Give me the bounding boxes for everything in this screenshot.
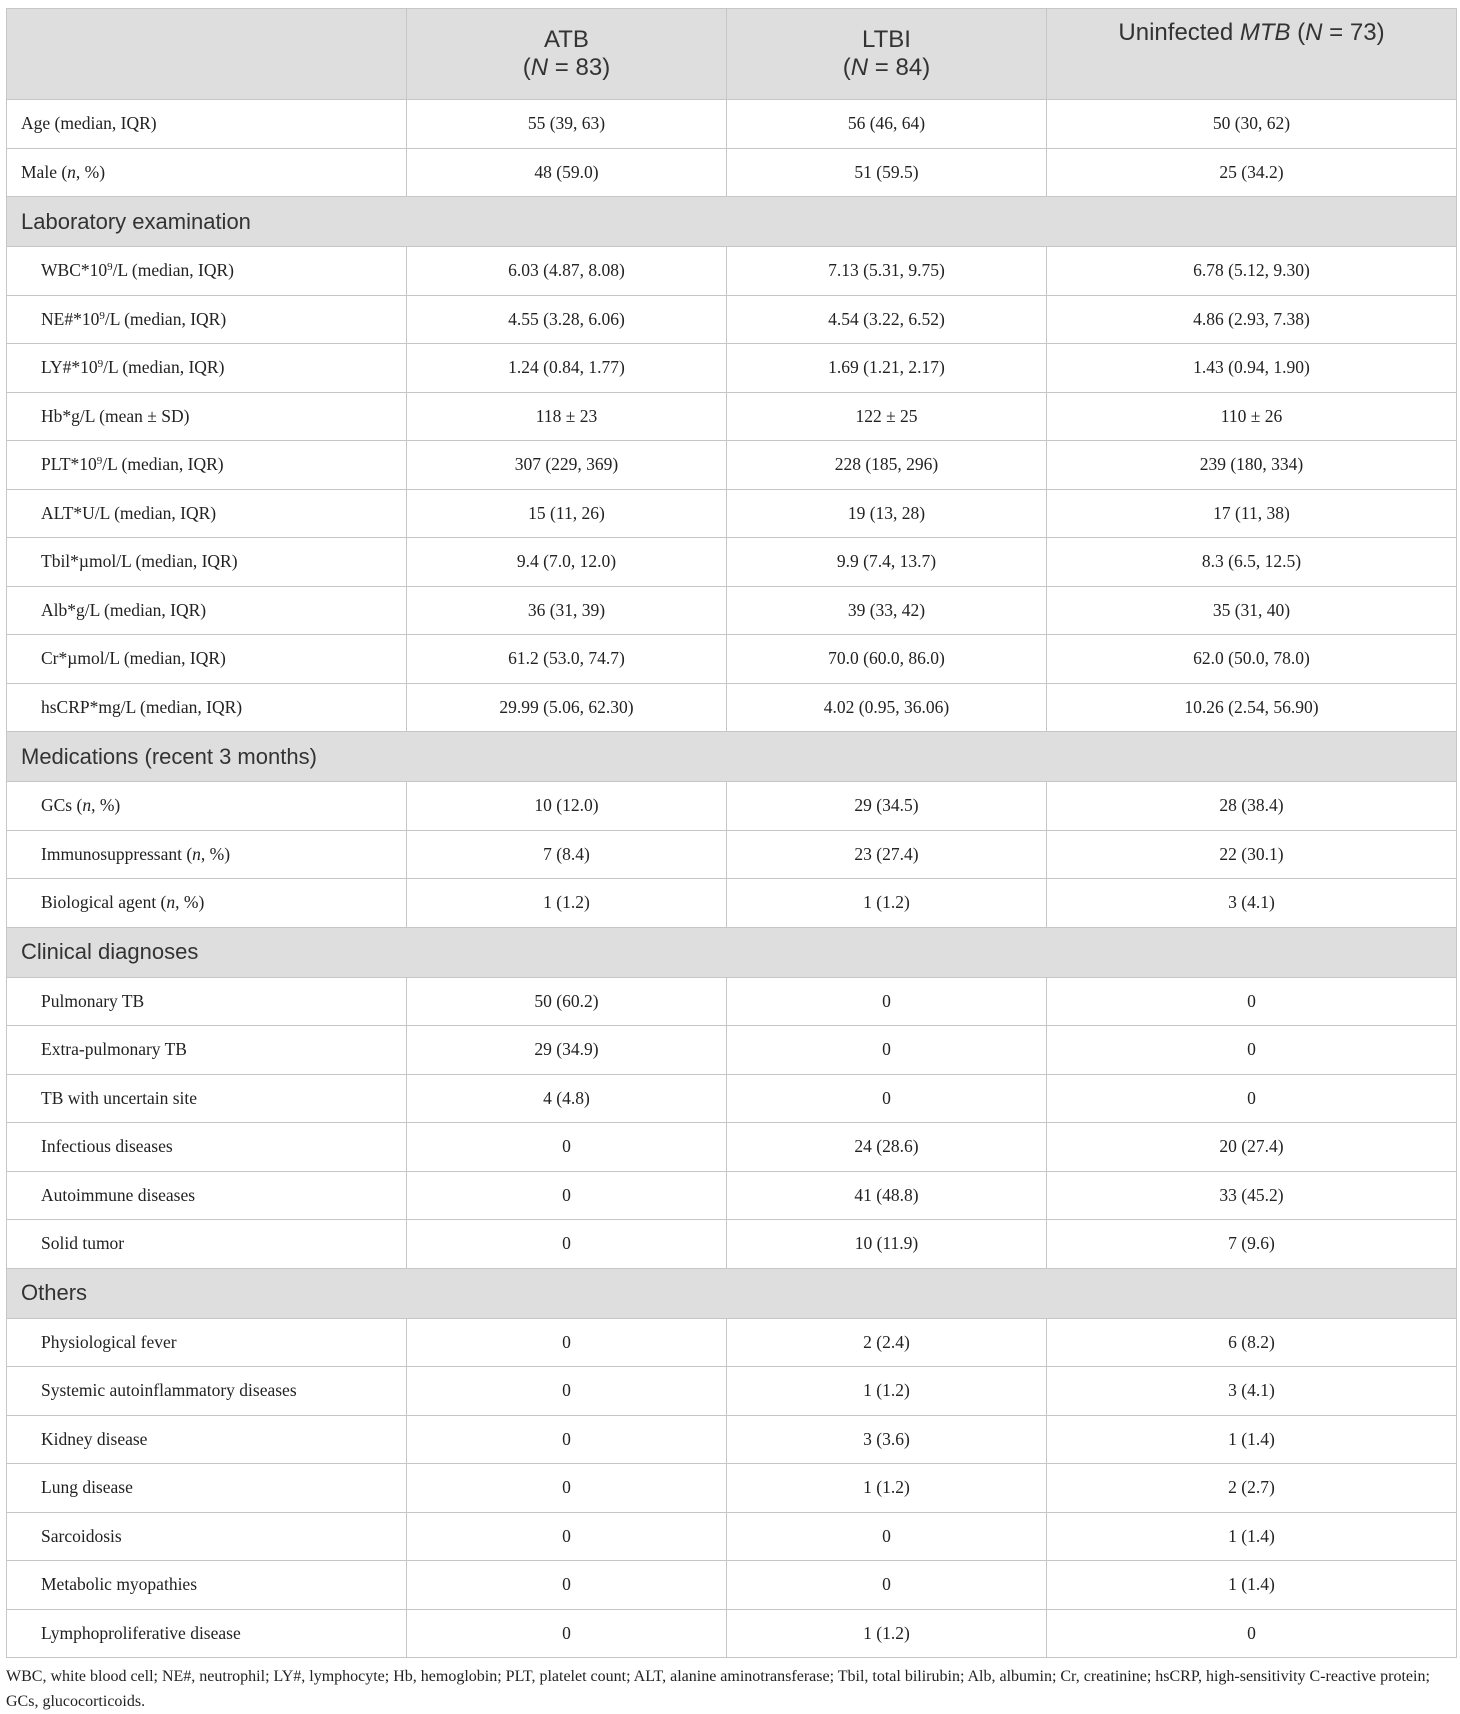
section-header-row — [7, 197, 1457, 247]
uninfected-value-cell: 28 (38.4) — [1047, 782, 1457, 831]
ltbi-value-cell: 70.0 (60.0, 86.0) — [727, 635, 1047, 684]
table-row — [7, 635, 1457, 684]
uninfected-value-cell: 2 (2.7) — [1047, 1464, 1457, 1513]
header-ltbi-paren: ( — [842, 54, 851, 81]
uninfected-value-cell: 62.0 (50.0, 78.0) — [1047, 635, 1457, 684]
table-row — [7, 977, 1457, 1026]
atb-value-cell: 0 — [407, 1464, 727, 1513]
atb-value-cell: 29.99 (5.06, 62.30) — [407, 683, 727, 732]
uninfected-value-cell: 239 (180, 334) — [1047, 441, 1457, 490]
atb-value-cell: 307 (229, 369) — [407, 441, 727, 490]
row-label: Pulmonary TB — [7, 977, 407, 1026]
uninfected-value-cell: 1.43 (0.94, 1.90) — [1047, 344, 1457, 393]
ltbi-value-cell: 0 — [727, 977, 1047, 1026]
row-label-suffix: /L (median, IQR) — [112, 260, 234, 281]
header-atb-paren: ( — [522, 54, 531, 81]
atb-value-cell: 1.24 (0.84, 1.77) — [407, 344, 727, 393]
document-page — [6, 8, 1456, 1714]
ltbi-value-cell: 1 (1.2) — [727, 879, 1047, 928]
uninfected-value-cell: 20 (27.4) — [1047, 1123, 1457, 1172]
header-atb — [407, 9, 727, 100]
row-label-exponent: 9 — [96, 455, 103, 468]
ltbi-value-cell: 9.9 (7.4, 13.7) — [727, 538, 1047, 587]
atb-value-cell: 0 — [407, 1609, 727, 1658]
uninfected-value-cell: 8.3 (6.5, 12.5) — [1047, 538, 1457, 587]
header-uninfected-name: Uninfected — [1118, 19, 1240, 46]
row-label-suffix: /L (median, IQR) — [103, 357, 225, 378]
ltbi-value-cell: 39 (33, 42) — [727, 586, 1047, 635]
ltbi-value-cell: 1.69 (1.21, 2.17) — [727, 344, 1047, 393]
uninfected-value-cell: 6.78 (5.12, 9.30) — [1047, 247, 1457, 296]
header-row — [7, 9, 1457, 100]
ltbi-value-cell: 51 (59.5) — [727, 148, 1047, 197]
table-row — [7, 586, 1457, 635]
atb-value-cell: 15 (11, 26) — [407, 489, 727, 538]
row-label: Alb*g/L (median, IQR) — [7, 586, 407, 635]
row-label: Solid tumor — [7, 1220, 407, 1269]
header-uninfected-paren: ( — [1297, 19, 1306, 46]
header-atb-n-label: N — [530, 54, 549, 81]
row-label — [7, 782, 407, 831]
ltbi-value-cell: 122 ± 25 — [727, 392, 1047, 441]
header-uninfected-n-label: N — [1305, 19, 1323, 46]
row-label-suffix: , %) — [200, 843, 231, 864]
table-row — [7, 441, 1457, 490]
uninfected-value-cell: 50 (30, 62) — [1047, 100, 1457, 149]
header-ltbi — [727, 9, 1047, 100]
table-row — [7, 392, 1457, 441]
uninfected-value-cell: 110 ± 26 — [1047, 392, 1457, 441]
table-footnote: WBC, white blood cell; NE#, neutrophil; LY#, lymphocyte; Hb, hemoglobin; PLT, platelet count; ALT, alanine aminotransferase; Tbil, total bilirubin; Alb, albumin; Cr, creatinine; hsCRP, high-sensitivity C-reactive protein; GCs, glucocorticoids. — [6, 1668, 1430, 1710]
uninfected-value-cell: 3 (4.1) — [1047, 879, 1457, 928]
table-row — [7, 1123, 1457, 1172]
row-label: Extra-pulmonary TB — [7, 1026, 407, 1075]
section-header-row — [7, 732, 1457, 782]
row-label: Age (median, IQR) — [7, 100, 407, 149]
section-header-row — [7, 927, 1457, 977]
atb-value-cell: 0 — [407, 1367, 727, 1416]
row-label — [7, 441, 407, 490]
ltbi-value-cell: 23 (27.4) — [727, 830, 1047, 879]
section-header-row — [7, 1268, 1457, 1318]
ltbi-value-cell: 1 (1.2) — [727, 1609, 1047, 1658]
atb-value-cell: 36 (31, 39) — [407, 586, 727, 635]
row-label-suffix: , %) — [91, 795, 121, 816]
row-label-text: Biological agent ( — [41, 892, 167, 913]
ltbi-value-cell: 7.13 (5.31, 9.75) — [727, 247, 1047, 296]
table-row — [7, 1026, 1457, 1075]
ltbi-value-cell: 2 (2.4) — [727, 1318, 1047, 1367]
row-label-italic: n — [166, 892, 176, 913]
row-label: Lung disease — [7, 1464, 407, 1513]
table-body — [7, 100, 1457, 1658]
header-uninfected — [1047, 9, 1457, 100]
table-row — [7, 295, 1457, 344]
ltbi-value-cell: 0 — [727, 1561, 1047, 1610]
ltbi-value-cell: 0 — [727, 1074, 1047, 1123]
atb-value-cell: 10 (12.0) — [407, 782, 727, 831]
uninfected-value-cell: 1 (1.4) — [1047, 1512, 1457, 1561]
table-row — [7, 1220, 1457, 1269]
uninfected-value-cell: 1 (1.4) — [1047, 1561, 1457, 1610]
uninfected-value-cell: 6 (8.2) — [1047, 1318, 1457, 1367]
row-label: Metabolic myopathies — [7, 1561, 407, 1610]
header-ltbi-n-value: = 84) — [868, 54, 931, 81]
uninfected-value-cell: 33 (45.2) — [1047, 1171, 1457, 1220]
ltbi-value-cell: 1 (1.2) — [727, 1367, 1047, 1416]
ltbi-value-cell: 10 (11.9) — [727, 1220, 1047, 1269]
row-label-text: WBC*10 — [41, 260, 108, 281]
atb-value-cell: 61.2 (53.0, 74.7) — [407, 635, 727, 684]
row-label: Hb*g/L (mean ± SD) — [7, 392, 407, 441]
row-label — [7, 344, 407, 393]
row-label: Physiological fever — [7, 1318, 407, 1367]
table-row — [7, 879, 1457, 928]
ltbi-value-cell: 0 — [727, 1026, 1047, 1075]
table-row — [7, 782, 1457, 831]
uninfected-value-cell: 25 (34.2) — [1047, 148, 1457, 197]
atb-value-cell: 0 — [407, 1220, 727, 1269]
table-row — [7, 489, 1457, 538]
header-corner-cell — [7, 9, 407, 100]
header-atb-name: ATB — [544, 26, 589, 53]
atb-value-cell: 50 (60.2) — [407, 977, 727, 1026]
uninfected-value-cell: 1 (1.4) — [1047, 1415, 1457, 1464]
row-label: Kidney disease — [7, 1415, 407, 1464]
uninfected-value-cell: 0 — [1047, 1026, 1457, 1075]
row-label-suffix: , %) — [175, 892, 205, 913]
header-uninfected-mtb: MTB — [1239, 19, 1291, 46]
row-label-italic: n — [67, 161, 76, 182]
atb-value-cell: 4.55 (3.28, 6.06) — [407, 295, 727, 344]
table-row — [7, 247, 1457, 296]
ltbi-value-cell: 56 (46, 64) — [727, 100, 1047, 149]
row-label — [7, 148, 407, 197]
ltbi-value-cell: 41 (48.8) — [727, 1171, 1047, 1220]
ltbi-value-cell: 0 — [727, 1512, 1047, 1561]
table-row — [7, 1367, 1457, 1416]
uninfected-value-cell: 22 (30.1) — [1047, 830, 1457, 879]
table-row — [7, 1171, 1457, 1220]
row-label — [7, 879, 407, 928]
row-label-exponent: 9 — [99, 309, 105, 322]
uninfected-value-cell: 17 (11, 38) — [1047, 489, 1457, 538]
atb-value-cell: 0 — [407, 1318, 727, 1367]
atb-value-cell: 0 — [407, 1123, 727, 1172]
table-row — [7, 683, 1457, 732]
table-row — [7, 1415, 1457, 1464]
row-label: Autoimmune diseases — [7, 1171, 407, 1220]
uninfected-value-cell: 4.86 (2.93, 7.38) — [1047, 295, 1457, 344]
row-label: Systemic autoinflammatory diseases — [7, 1367, 407, 1416]
row-label-text: Male ( — [21, 161, 68, 182]
characteristics-table — [6, 8, 1457, 1658]
section-header-label: Clinical diagnoses — [7, 927, 1457, 977]
table-row — [7, 538, 1457, 587]
table-row — [7, 100, 1457, 149]
uninfected-value-cell: 3 (4.1) — [1047, 1367, 1457, 1416]
row-label — [7, 247, 407, 296]
table-row — [7, 1074, 1457, 1123]
row-label-text: GCs ( — [41, 795, 83, 816]
row-label: hsCRP*mg/L (median, IQR) — [7, 683, 407, 732]
atb-value-cell: 0 — [407, 1171, 727, 1220]
atb-value-cell: 0 — [407, 1561, 727, 1610]
table-row — [7, 1609, 1457, 1658]
row-label-suffix: /L (median, IQR) — [102, 454, 224, 475]
header-ltbi-n-label: N — [850, 54, 869, 81]
ltbi-value-cell: 24 (28.6) — [727, 1123, 1047, 1172]
ltbi-value-cell: 228 (185, 296) — [727, 441, 1047, 490]
table-row — [7, 1561, 1457, 1610]
header-atb-n-value: = 83) — [548, 54, 611, 81]
row-label-text: Immunosuppressant ( — [41, 843, 193, 864]
atb-value-cell: 1 (1.2) — [407, 879, 727, 928]
atb-value-cell: 7 (8.4) — [407, 830, 727, 879]
ltbi-value-cell: 4.02 (0.95, 36.06) — [727, 683, 1047, 732]
table-row — [7, 344, 1457, 393]
section-header-label: Others — [7, 1268, 1457, 1318]
atb-value-cell: 55 (39, 63) — [407, 100, 727, 149]
ltbi-value-cell: 29 (34.5) — [727, 782, 1047, 831]
row-label-suffix: /L (median, IQR) — [104, 308, 227, 329]
table-row — [7, 1318, 1457, 1367]
row-label: ALT*U/L (median, IQR) — [7, 489, 407, 538]
uninfected-value-cell: 0 — [1047, 1074, 1457, 1123]
row-label-exponent: 9 — [107, 261, 113, 274]
ltbi-value-cell: 4.54 (3.22, 6.52) — [727, 295, 1047, 344]
uninfected-value-cell: 0 — [1047, 1609, 1457, 1658]
ltbi-value-cell: 19 (13, 28) — [727, 489, 1047, 538]
ltbi-value-cell: 3 (3.6) — [727, 1415, 1047, 1464]
row-label-text: LY#*10 — [41, 357, 98, 378]
atb-value-cell: 4 (4.8) — [407, 1074, 727, 1123]
row-label-suffix: , %) — [75, 161, 106, 182]
section-header-label: Medications (recent 3 months) — [7, 732, 1457, 782]
row-label — [7, 830, 407, 879]
uninfected-value-cell: 35 (31, 40) — [1047, 586, 1457, 635]
table-row — [7, 830, 1457, 879]
table-row — [7, 1464, 1457, 1513]
table-row — [7, 1512, 1457, 1561]
row-label-italic: n — [82, 795, 92, 816]
header-uninfected-n-value: = 73) — [1322, 19, 1385, 46]
table-row — [7, 148, 1457, 197]
row-label-text: PLT*10 — [41, 454, 97, 475]
row-label: TB with uncertain site — [7, 1074, 407, 1123]
row-label — [7, 295, 407, 344]
row-label: Cr*µmol/L (median, IQR) — [7, 635, 407, 684]
atb-value-cell: 6.03 (4.87, 8.08) — [407, 247, 727, 296]
row-label: Lymphoproliferative disease — [7, 1609, 407, 1658]
header-ltbi-name: LTBI — [862, 26, 911, 53]
atb-value-cell: 118 ± 23 — [407, 392, 727, 441]
row-label-italic: n — [192, 843, 201, 864]
atb-value-cell: 29 (34.9) — [407, 1026, 727, 1075]
atb-value-cell: 0 — [407, 1512, 727, 1561]
atb-value-cell: 9.4 (7.0, 12.0) — [407, 538, 727, 587]
ltbi-value-cell: 1 (1.2) — [727, 1464, 1047, 1513]
row-label-text: NE#*10 — [41, 308, 100, 329]
row-label: Tbil*µmol/L (median, IQR) — [7, 538, 407, 587]
uninfected-value-cell: 0 — [1047, 977, 1457, 1026]
uninfected-value-cell: 10.26 (2.54, 56.90) — [1047, 683, 1457, 732]
atb-value-cell: 0 — [407, 1415, 727, 1464]
row-label-exponent: 9 — [97, 358, 104, 371]
row-label: Infectious diseases — [7, 1123, 407, 1172]
section-header-label: Laboratory examination — [7, 197, 1457, 247]
atb-value-cell: 48 (59.0) — [407, 148, 727, 197]
uninfected-value-cell: 7 (9.6) — [1047, 1220, 1457, 1269]
row-label: Sarcoidosis — [7, 1512, 407, 1561]
